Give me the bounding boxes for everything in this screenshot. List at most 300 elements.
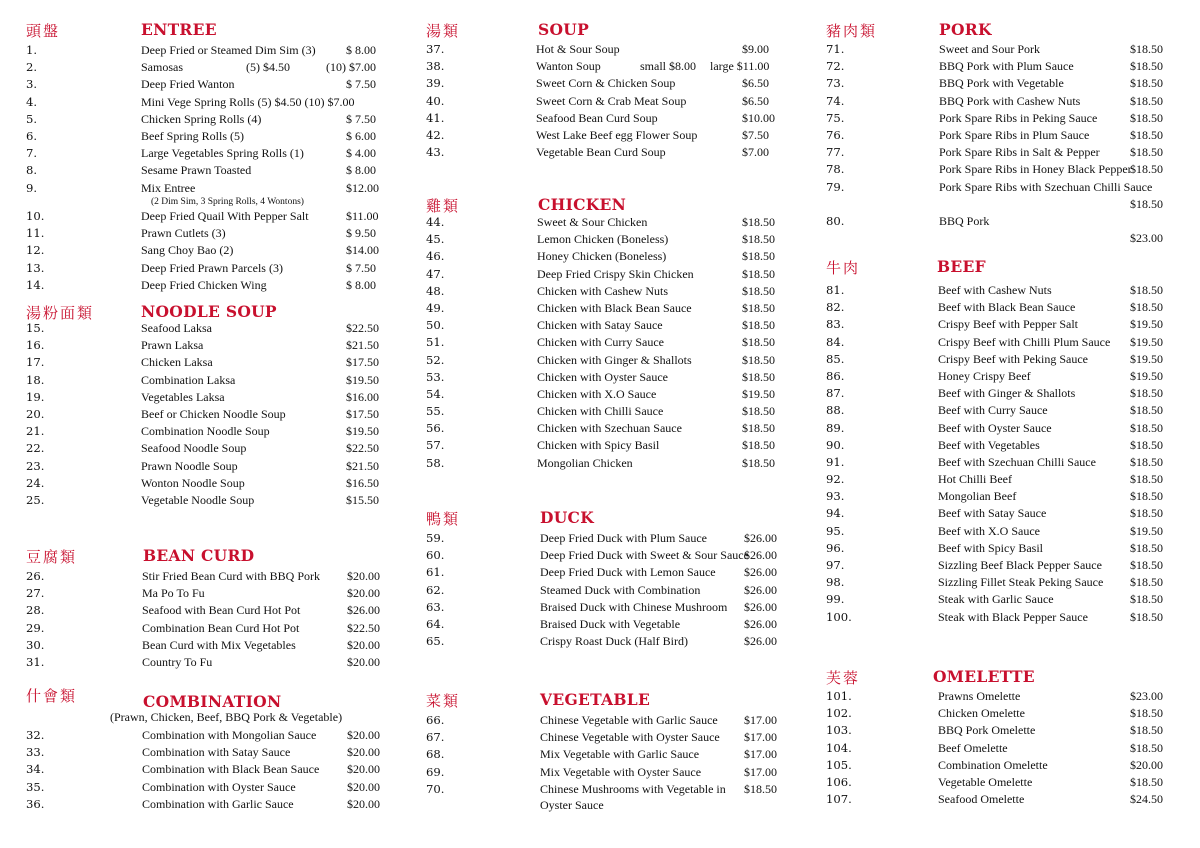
item-price-option: (5) $4.50 <box>246 60 290 75</box>
menu-item <box>826 688 1196 705</box>
item-price: $18.50 <box>1130 127 1163 142</box>
item-number-chinese: 100. <box>826 609 852 624</box>
item-english-name: Mix Vegetable with Oyster Sauce <box>540 764 702 779</box>
item-number-chinese: 99. <box>826 592 845 607</box>
item-english-name: Vegetable Noodle Soup <box>141 492 255 507</box>
item-price: $20.00 <box>347 779 380 794</box>
item-number-chinese: 78. <box>826 162 845 177</box>
item-price: $20.00 <box>347 728 380 742</box>
item-english-name: Hot & Sour Soup <box>536 42 620 56</box>
item-price: $18.50 <box>1130 196 1163 211</box>
menu-item <box>26 180 386 197</box>
menu-item <box>826 523 1196 540</box>
item-number-chinese: 79. <box>826 179 845 194</box>
item-number-chinese: 40. <box>426 93 445 108</box>
item-price: $18.50 <box>742 421 775 436</box>
item-english-name: Seafood Noodle Soup <box>141 441 247 456</box>
item-english-name: Wanton Soup <box>536 59 601 74</box>
item-english-name: Deep Fried Wanton <box>141 77 235 92</box>
item-price: $17.50 <box>346 406 379 421</box>
menu-item <box>26 128 386 145</box>
menu-item <box>26 406 386 423</box>
item-price: $18.50 <box>1130 145 1163 160</box>
item-english-name: West Lake Beef egg Flower Soup <box>536 127 698 142</box>
item-price-option: (10) $7.00 <box>326 60 376 75</box>
menu-item <box>426 317 786 334</box>
item-english-name: Deep Fried Prawn Parcels (3) <box>141 260 283 275</box>
item-price: $18.50 <box>1130 300 1163 315</box>
menu-item <box>426 334 786 351</box>
item-number-chinese: 50. <box>426 318 445 333</box>
item-price: $18.50 <box>1130 774 1163 789</box>
item-price: $22.50 <box>346 441 379 456</box>
item-price: $23.00 <box>1130 230 1163 245</box>
menu-item <box>26 492 386 509</box>
item-number-chinese: 35. <box>26 779 45 794</box>
menu-item <box>826 574 1196 591</box>
menu-item <box>426 352 786 369</box>
item-english-name: Sizzling Fillet Steak Peking Sauce <box>938 575 1104 590</box>
item-price: $6.50 <box>742 93 769 108</box>
item-price: $18.50 <box>1130 706 1163 721</box>
item-price: $24.50 <box>1130 792 1163 807</box>
item-english-name: Deep Fried Quail With Pepper Salt <box>141 209 309 223</box>
item-price: $18.50 <box>1130 76 1163 91</box>
item-price: $26.00 <box>744 616 777 631</box>
menu-item <box>426 764 786 781</box>
item-english-name: BBQ Pork <box>939 213 990 228</box>
item-number-chinese: 61. <box>426 565 445 580</box>
menu-item <box>826 402 1196 419</box>
item-price: $18.50 <box>742 438 775 453</box>
item-english-name: Pork Spare Ribs with Szechuan Chilli Sauce <box>939 179 1153 194</box>
item-english-name: Mini Vege Spring Rolls (5) $4.50 (10) $7.00 <box>141 94 355 109</box>
item-number-chinese: 25. <box>26 492 45 507</box>
item-number-chinese: 103. <box>826 723 852 738</box>
item-number-chinese: 54. <box>426 386 445 401</box>
item-number-chinese: 34. <box>26 762 45 777</box>
section-title-zh: 豬肉類 <box>826 22 878 40</box>
menu-item <box>826 791 1196 808</box>
item-price: $ 7.50 <box>346 111 376 126</box>
item-price: $ 8.00 <box>346 163 376 178</box>
item-number-chinese: 6. <box>26 128 38 143</box>
item-number-chinese: 45. <box>426 232 445 247</box>
menu-item <box>826 437 1196 454</box>
menu-item <box>826 213 1196 247</box>
item-price: $26.00 <box>744 599 777 614</box>
item-price: $18.50 <box>1130 437 1163 452</box>
item-number-chinese: 24. <box>26 475 45 490</box>
menu-item <box>426 283 786 300</box>
section-title-en: SOUP <box>538 20 590 39</box>
item-price: $19.50 <box>1130 368 1163 383</box>
item-price: $18.50 <box>744 781 777 796</box>
item-english-name: Beef with X.O Sauce <box>938 523 1040 538</box>
item-number-chinese: 7. <box>26 146 38 161</box>
item-number-chinese: 32. <box>26 728 45 742</box>
item-english-name: Deep Fried Duck with Plum Sauce <box>540 531 707 545</box>
item-english-name: Crispy Beef with Pepper Salt <box>938 317 1078 332</box>
item-number-chinese: 92. <box>826 472 845 487</box>
item-price: $ 7.50 <box>346 77 376 92</box>
section-title-en: NOODLE SOUP <box>141 302 277 321</box>
section-beef <box>826 257 1196 637</box>
menu-item <box>826 161 1196 178</box>
item-price: $18.50 <box>742 215 775 229</box>
menu-item <box>26 372 386 389</box>
item-english-name: Beef with Spicy Basil <box>938 540 1043 555</box>
item-price: $17.00 <box>744 730 777 745</box>
item-english-name: Mix Entree <box>141 180 196 195</box>
section-title-en: BEAN CURD <box>143 546 255 565</box>
menu-item <box>426 127 786 144</box>
item-number-chinese: 21. <box>26 424 45 439</box>
item-price: $20.00 <box>347 654 380 669</box>
menu-item <box>26 475 386 492</box>
item-number-chinese: 44. <box>426 215 445 229</box>
item-price: $18.50 <box>1130 740 1163 755</box>
item-number-chinese: 38. <box>426 59 445 74</box>
section-noodle-soup <box>26 302 386 512</box>
item-english-name: Deep Fried Crispy Skin Chicken <box>537 266 694 281</box>
section-title-zh: 雞類 <box>426 197 461 215</box>
menu-item <box>426 616 786 633</box>
item-price: $20.00 <box>347 637 380 652</box>
menu-item <box>826 368 1196 385</box>
item-number-chinese: 93. <box>826 489 845 504</box>
item-english-name: Chinese Vegetable with Oyster Sauce <box>540 730 720 745</box>
item-number-chinese: 74. <box>826 93 845 108</box>
item-english-name: Hot Chilli Beef <box>938 472 1012 487</box>
item-english-name: Combination Laksa <box>141 372 236 387</box>
item-number-chinese: 70. <box>426 781 445 796</box>
item-english-name: Combination with Satay Sauce <box>142 745 291 760</box>
item-price: $19.50 <box>1130 351 1163 366</box>
item-price-option: small $8.00 <box>640 59 696 74</box>
item-price: $26.00 <box>744 565 777 580</box>
item-number-chinese: 73. <box>826 76 845 91</box>
menu-item <box>26 242 386 259</box>
item-english-name: Beef or Chicken Noodle Soup <box>141 406 286 421</box>
menu-item <box>426 455 786 472</box>
item-price: $ 4.00 <box>346 146 376 161</box>
item-english-name: Wonton Noodle Soup <box>141 475 245 490</box>
menu-item <box>826 505 1196 522</box>
item-english-name: Chicken with Satay Sauce <box>537 318 663 333</box>
combination-note: (Prawn, Chicken, Beef, BBQ Pork & Vegetable) <box>110 710 343 724</box>
menu-item <box>426 746 786 763</box>
item-english-name: Beef with Oyster Sauce <box>938 420 1052 435</box>
menu-item <box>26 42 386 59</box>
item-number-chinese: 76. <box>826 127 845 142</box>
section-title-en: DUCK <box>540 508 594 527</box>
item-number-chinese: 39. <box>426 76 445 91</box>
menu-item <box>426 231 786 248</box>
item-number-chinese: 37. <box>426 42 445 56</box>
item-english-name: Seafood with Bean Curd Hot Pot <box>142 603 301 618</box>
item-price: $7.50 <box>742 127 769 142</box>
menu-item <box>826 757 1196 774</box>
item-number-chinese: 75. <box>826 110 845 125</box>
item-price: $26.00 <box>744 531 777 545</box>
item-price: $18.50 <box>1130 558 1163 572</box>
section-title-en: PORK <box>939 20 992 39</box>
item-number-chinese: 94. <box>826 506 845 521</box>
menu-item <box>426 41 786 58</box>
menu-item <box>426 93 786 110</box>
item-number-chinese: 53. <box>426 369 445 384</box>
item-price: $18.50 <box>742 232 775 247</box>
section-title-zh: 鴨類 <box>426 510 461 528</box>
item-number-chinese: 66. <box>426 713 445 727</box>
item-number-chinese: 11. <box>26 226 45 241</box>
item-price: $18.50 <box>1130 283 1163 297</box>
item-english-name: Chinese Mushrooms with Vegetable in <box>540 781 726 796</box>
item-number-chinese: 83. <box>826 317 845 332</box>
item-english-name: Samosas <box>141 60 183 75</box>
item-number-chinese: 63. <box>426 599 445 614</box>
item-number-chinese: 55. <box>426 404 445 419</box>
item-english-name: Chicken with Black Bean Sauce <box>537 300 692 315</box>
item-number-chinese: 19. <box>26 389 45 404</box>
item-number-chinese: 89. <box>826 420 845 435</box>
item-price: $17.00 <box>744 764 777 779</box>
menu-item <box>826 351 1196 368</box>
item-price: $ 9.50 <box>346 226 376 241</box>
menu-item <box>26 620 386 637</box>
item-english-name: Prawns Omelette <box>938 689 1021 703</box>
item-price: $26.00 <box>744 582 777 597</box>
item-english-name: Seafood Bean Curd Soup <box>536 110 658 125</box>
item-number-chinese: 105. <box>826 757 852 772</box>
item-english-name: Combination with Mongolian Sauce <box>142 728 317 742</box>
item-price: $18.50 <box>1130 93 1163 108</box>
item-english-name: Chicken with Oyster Sauce <box>537 369 668 384</box>
menu-item <box>26 585 386 602</box>
menu-item <box>426 781 786 798</box>
menu-item <box>26 94 386 111</box>
item-number-chinese: 77. <box>826 145 845 160</box>
item-number-chinese: 88. <box>826 403 845 418</box>
item-price: $26.00 <box>347 603 380 618</box>
menu-item <box>26 440 386 457</box>
item-number-chinese: 17. <box>26 355 45 370</box>
item-price: $ 8.00 <box>346 277 376 292</box>
item-number-chinese: 87. <box>826 386 845 401</box>
item-price: $19.50 <box>742 386 775 401</box>
item-number-chinese: 52. <box>426 352 445 367</box>
item-english-name: Chicken with X.O Sauce <box>537 386 657 401</box>
item-price: $20.00 <box>1130 757 1163 772</box>
item-english-name: Beef with Szechuan Chilli Sauce <box>938 454 1096 469</box>
item-number-chinese: 82. <box>826 300 845 315</box>
item-english-name: BBQ Pork with Cashew Nuts <box>939 93 1081 108</box>
item-price: $18.50 <box>1130 540 1163 555</box>
item-price: $10.00 <box>742 110 775 125</box>
item-price: $17.00 <box>744 713 777 727</box>
item-english-name: Braised Duck with Chinese Mushroom <box>540 599 728 614</box>
item-english-name: Sesame Prawn Toasted <box>141 163 252 178</box>
item-price: $ 6.00 <box>346 128 376 143</box>
item-price: $18.50 <box>1130 489 1163 504</box>
item-number-chinese: 49. <box>426 300 445 315</box>
menu-item <box>426 58 786 75</box>
item-number-chinese: 28. <box>26 603 45 618</box>
item-english-name: Beef with Curry Sauce <box>938 403 1048 418</box>
item-number-chinese: 26. <box>26 569 45 583</box>
item-english-name: Chinese Vegetable with Garlic Sauce <box>540 713 718 727</box>
section-title-zh: 湯粉面類 <box>26 304 95 322</box>
item-price: $26.00 <box>744 634 777 649</box>
section-duck <box>426 508 786 658</box>
vegetable-70-continuation: Oyster Sauce <box>540 798 604 812</box>
item-number-chinese: 64. <box>426 616 445 631</box>
item-english-name: Vegetables Laksa <box>141 389 225 404</box>
menu-item <box>426 729 786 746</box>
item-english-name: Steamed Duck with Combination <box>540 582 701 597</box>
menu-item <box>826 471 1196 488</box>
menu-item <box>426 266 786 283</box>
item-price: $18.50 <box>1130 42 1163 56</box>
menu-item <box>826 179 1196 213</box>
menu-item <box>26 761 386 778</box>
menu-item <box>426 300 786 317</box>
item-number-chinese: 31. <box>26 654 45 669</box>
item-english-name: Vegetable Bean Curd Soup <box>536 145 666 160</box>
item-number-chinese: 16. <box>26 338 45 353</box>
item-number-chinese: 95. <box>826 523 845 538</box>
item-english-name: Ma Po To Fu <box>142 586 205 601</box>
menu-item <box>26 389 386 406</box>
item-number-chinese: 85. <box>826 351 845 366</box>
item-price: $18.50 <box>742 352 775 367</box>
item-number-chinese: 13. <box>26 260 45 275</box>
menu-item <box>26 779 386 796</box>
item-price: $18.50 <box>742 266 775 281</box>
menu-item <box>26 744 386 761</box>
menu-item <box>26 337 386 354</box>
menu-item <box>26 637 386 654</box>
menu-item <box>826 722 1196 739</box>
item-number-chinese: 65. <box>426 634 445 649</box>
section-title-en: COMBINATION <box>143 692 282 711</box>
item-number-chinese: 41. <box>426 110 445 125</box>
item-price: $18.50 <box>1130 575 1163 590</box>
item-english-name: Combination Omelette <box>938 757 1048 772</box>
item-number-chinese: 12. <box>26 243 45 258</box>
item-english-name: Sweet and Sour Pork <box>939 42 1040 56</box>
menu-item <box>826 58 1196 75</box>
item-number-chinese: 36. <box>26 796 45 811</box>
section-bean-curd <box>26 546 386 676</box>
item-number-chinese: 3. <box>26 77 38 92</box>
menu-item <box>426 403 786 420</box>
item-number-chinese: 84. <box>826 334 845 349</box>
item-english-name: Pork Spare Ribs in Salt & Pepper <box>939 145 1100 160</box>
item-price: $17.50 <box>346 355 379 370</box>
menu-item <box>426 582 786 599</box>
item-price: $ 8.00 <box>346 43 376 57</box>
item-english-name: Sweet Corn & Chicken Soup <box>536 76 676 91</box>
menu-item <box>826 75 1196 92</box>
item-english-name: Mongolian Beef <box>938 489 1017 504</box>
item-english-name: Combination Noodle Soup <box>141 424 270 439</box>
item-english-name: Prawn Noodle Soup <box>141 458 238 473</box>
item-number-chinese: 30. <box>26 637 45 652</box>
item-price: $18.50 <box>742 300 775 315</box>
item-number-chinese: 71. <box>826 42 845 56</box>
item-number-chinese: 14. <box>26 277 45 292</box>
menu-item <box>26 568 386 585</box>
item-number-chinese: 33. <box>26 745 45 760</box>
menu-item <box>26 260 386 277</box>
menu-item <box>426 530 786 547</box>
item-english-name: Country To Fu <box>142 654 213 669</box>
item-english-name: Honey Crispy Beef <box>938 368 1031 383</box>
item-number-chinese: 72. <box>826 59 845 74</box>
section-title-zh: 菜類 <box>426 692 461 710</box>
item-price: $15.50 <box>346 492 379 507</box>
section-title-en: ENTREE <box>141 20 217 39</box>
menu-item <box>426 75 786 92</box>
menu-item <box>826 774 1196 791</box>
item-english-name: BBQ Pork Omelette <box>938 723 1036 738</box>
menu-item <box>426 712 786 729</box>
menu-item <box>426 599 786 616</box>
item-price: $18.50 <box>1130 472 1163 487</box>
item-price: $18.50 <box>1130 110 1163 125</box>
item-number-chinese: 23. <box>26 458 45 473</box>
item-number-chinese: 4. <box>26 94 38 109</box>
item-english-name: Crispy Beef with Peking Sauce <box>938 351 1088 366</box>
item-price: $18.50 <box>742 283 775 298</box>
section-entree <box>26 20 386 290</box>
menu-item <box>826 127 1196 144</box>
item-number-chinese: 96. <box>826 540 845 555</box>
menu-item <box>426 437 786 454</box>
menu-item <box>826 299 1196 316</box>
item-number-chinese: 59. <box>426 531 445 545</box>
item-number-chinese: 10. <box>26 209 45 223</box>
item-english-name: Crispy Roast Duck (Half Bird) <box>540 634 688 649</box>
section-title-en: OMELETTE <box>933 667 1035 686</box>
item-price: $19.50 <box>1130 317 1163 332</box>
item-english-name: Beef Omelette <box>938 740 1008 755</box>
menu-item <box>26 320 386 337</box>
item-price: $14.00 <box>346 243 379 258</box>
menu-item <box>826 420 1196 437</box>
menu-item <box>826 316 1196 333</box>
item-price: $9.00 <box>742 42 769 56</box>
item-english-name: Deep Fried Chicken Wing <box>141 277 267 292</box>
item-english-name: Chicken Omelette <box>938 706 1025 721</box>
item-number-chinese: 81. <box>826 283 845 297</box>
section-title-en: CHICKEN <box>538 195 627 214</box>
menu-item <box>26 145 386 162</box>
item-english-name: Combination Bean Curd Hot Pot <box>142 620 300 635</box>
menu-item <box>426 248 786 265</box>
item-number-chinese: 69. <box>426 764 445 779</box>
item-english-name: Large Vegetables Spring Rolls (1) <box>141 146 304 161</box>
item-number-chinese: 15. <box>26 321 45 335</box>
menu-item <box>426 214 786 231</box>
item-number-chinese: 1. <box>26 43 38 57</box>
item-english-name: Pork Spare Ribs in Honey Black Pepper <box>939 162 1132 177</box>
item-price: $18.50 <box>1130 609 1163 624</box>
item-english-name: Beef Spring Rolls (5) <box>141 128 244 143</box>
section-chicken <box>426 195 786 485</box>
